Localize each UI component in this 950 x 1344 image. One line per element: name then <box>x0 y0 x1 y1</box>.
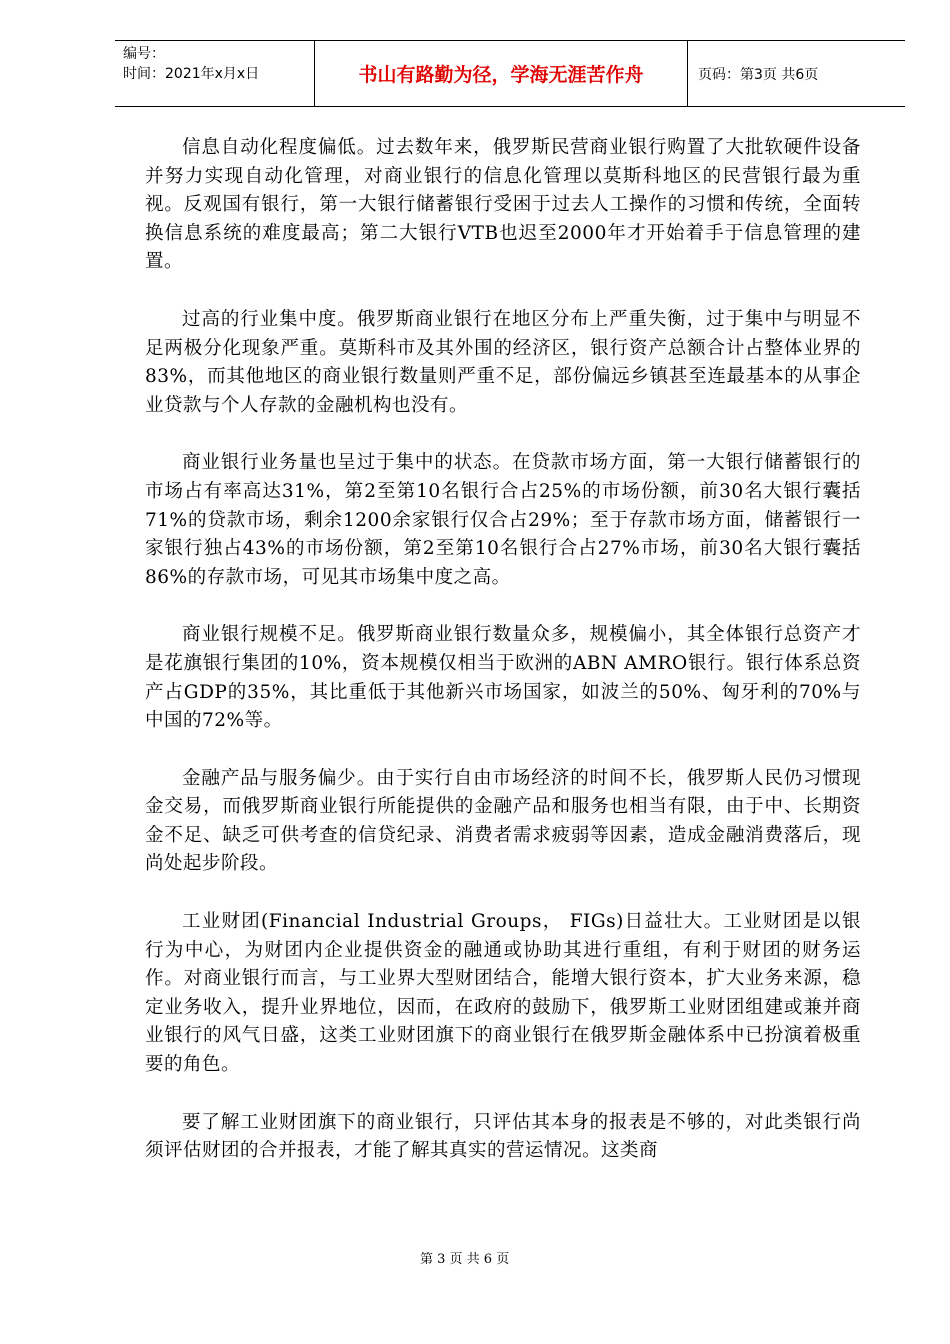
header-page-number: 页码：第3页 共6页 <box>698 66 819 83</box>
document-body <box>145 134 861 1195</box>
header-meta <box>115 41 315 106</box>
header-motto: 书山有路勤为径，学海无涯苦作舟 <box>315 41 688 106</box>
document-header <box>115 40 905 107</box>
paragraph: 金融产品与服务偏少。由于实行自由市场经济的时间不长，俄罗斯人民仍习惯现金交易，而俄罗斯商业银行所能提供的金融产品和服务也相当有限，由于中、长期资金不足、缺乏可供考查的信贷纪录、消费者需求疲弱等因素，造成金融消费落后，现尚处起步阶段。 <box>145 767 861 875</box>
paragraph: 要了解工业财团旗下的商业银行，只评估其本身的报表是不够的，对此类银行尚须评估财团的合并报表，才能了解其真实的营运情况。这类商 <box>145 1111 861 1162</box>
paragraph: 商业银行业务量也呈过于集中的状态。在贷款市场方面，第一大银行储蓄银行的市场占有率高达31%，第2至第10名银行合占25%的市场份额，前30名大银行囊括 71%的贷款市场，剩余1200余家银行仅合占29%；至于存款市场方面，储蓄银行一家银行独占43%的市场份额，第2至第10名银行合占27%市场，前30名大银行囊括86%的存款市场，可见其市场集中度之高。 <box>145 452 861 588</box>
paragraph: 商业银行规模不足。俄罗斯商业银行数量众多，规模偏小，其全体银行总资产才是花旗银行集团的10%，资本规模仅相当于欧洲的ABN AMRO银行。银行体系总资产占GDP的35%，其比重低于其他新兴市场国家，如波兰的50%、匈牙利的70%与中国的72%等。 <box>145 624 861 732</box>
paragraph: 信息自动化程度偏低。过去数年来，俄罗斯民营商业银行购置了大批软硬件设备并努力实现自动化管理，对商业银行的信息化管理以莫斯科地区的民营银行最为重视。反观国有银行，第一大银行储蓄银行受困于过去人工操作的习惯和传统，全面转换信息系统的难度最高；第二大银行VTB也迟至2000年才开始着手于信息管理的建置。 <box>145 137 861 273</box>
page-footer: 第 3 页 共 6 页 <box>420 1252 510 1267</box>
header-number: 编号： <box>123 46 165 62</box>
paragraph: 过高的行业集中度。俄罗斯商业银行在地区分布上严重失衡，过于集中与明显不足两极分化现象严重。莫斯科市及其外围的经济区，银行资产总额合计占整体业界的83%，而其他地区的商业银行数量则严重不足，部份偏远乡镇甚至连最基本的从事企业贷款与个人存款的金融机构也没有。 <box>145 308 861 416</box>
header-time: 时间：2021年x月x日 <box>123 66 260 82</box>
paragraph: 工业财团(Financial Industrial Groups， FIGs)日益壮大。工业财团是以银行为中心，为财团内企业提供资金的融通或协助其进行重组，有利于财团的财务运作。对商业银行而言，与工业界大型财团结合，能增大银行资本，扩大业务来源，稳定业务收入，提升业界地位，因而，在政府的鼓励下，俄罗斯工业财团组建或兼并商业银行的风气日盛，这类工业财团旗下的商业银行在俄罗斯金融体系中已扮演着极重要的角色。 <box>145 911 861 1076</box>
